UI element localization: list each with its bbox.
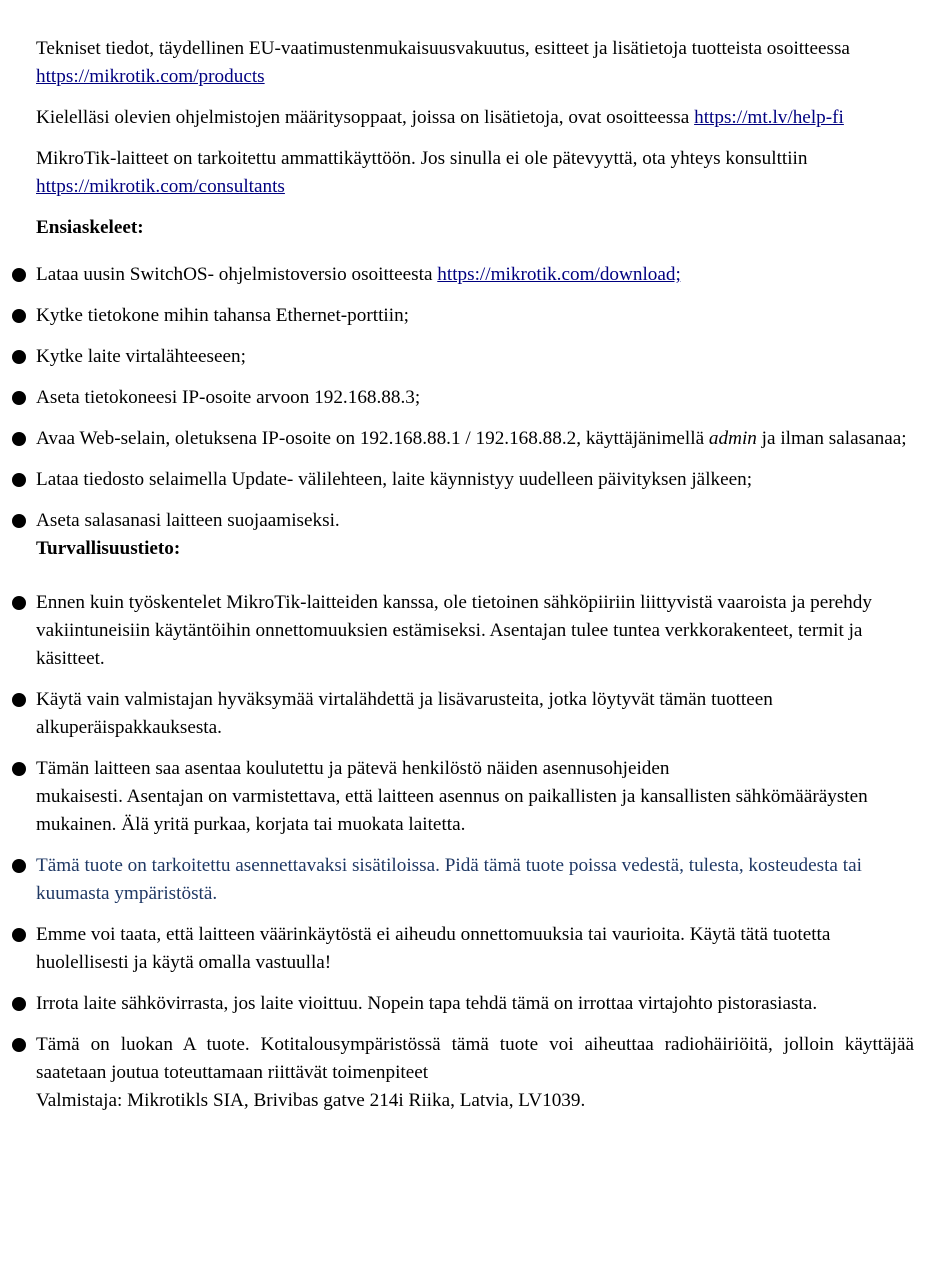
list-item xyxy=(36,990,914,1018)
bullet-icon xyxy=(12,928,26,942)
safety-text: Tämä on luokan A tuote. Kotitalousympäristössä tämä tuote voi aiheuttaa radiohäiriöitä, jolloin käyttäjää saatetaan joutua toteuttamaan riittävät toimenpiteet xyxy=(36,1034,914,1083)
bullet-icon xyxy=(12,596,26,610)
intro-paragraph-professional xyxy=(36,145,914,201)
bullet-icon xyxy=(12,514,26,528)
list-item xyxy=(36,589,914,673)
bullet-icon xyxy=(12,693,26,707)
bullet-icon xyxy=(12,473,26,487)
bullet-icon xyxy=(12,859,26,873)
username-value: admin xyxy=(708,428,757,449)
bullet-icon xyxy=(12,309,26,323)
consultants-link[interactable]: https://mikrotik.com/consultants xyxy=(36,176,285,197)
bullet-icon xyxy=(12,762,26,776)
list-item xyxy=(36,466,914,494)
manufacturer-text: Valmistaja: Mikrotikls SIA, Brivibas gatve 214i Riika, Latvia, LV1039. xyxy=(36,1090,586,1111)
bullet-icon xyxy=(12,1038,26,1052)
step-text: Kytke tietokone mihin tahansa Ethernet-porttiin; xyxy=(36,305,409,326)
intro-specs-text: Tekniset tiedot, täydellinen EU-vaatimustenmukaisuusvakuutus, esitteet ja lisätietoja tuotteista osoitteessa xyxy=(36,38,850,59)
step-text: Aseta salasanasi laitteen suojaamiseksi. xyxy=(36,510,340,531)
list-item xyxy=(36,921,914,977)
list-item xyxy=(36,686,914,742)
first-steps-list xyxy=(36,261,914,535)
safety-list xyxy=(36,589,914,1115)
list-item xyxy=(36,852,914,908)
list-item xyxy=(36,755,914,839)
list-item xyxy=(36,384,914,412)
step-text: Lataa uusin SwitchOS- ohjelmistoversio osoitteesta xyxy=(36,264,438,285)
step-text: Kytke laite virtalähteeseen; xyxy=(36,346,246,367)
step-text: Aseta tietokoneesi IP-osoite arvoon 192.168.88.3; xyxy=(36,387,421,408)
safety-text: Tämä tuote on tarkoitettu asennettavaksi sisätiloissa. Pidä tämä tuote poissa vedestä, tulesta, kosteudesta tai kuumasta ympäristöstä. xyxy=(36,855,862,904)
list-item xyxy=(36,425,914,453)
help-link[interactable]: https://mt.lv/help-fi xyxy=(694,107,844,128)
bullet-icon xyxy=(12,268,26,282)
safety-text: Käytä vain valmistajan hyväksymää virtalähdettä ja lisävarusteita, jotka löytyvät tämän tuotteen alkuperäispakkauksesta. xyxy=(36,689,773,738)
intro-paragraph-guides xyxy=(36,104,914,132)
intro-professional-text: MikroTik-laitteet on tarkoitettu ammattikäyttöön. Jos sinulla ei ole pätevyyttä, ota yhteys konsulttiin xyxy=(36,148,808,169)
list-item xyxy=(36,507,914,535)
safety-text: mukaisesti. Asentajan on varmistettava, että laitteen asennus on paikallisten ja kansallisten sähkömääräysten mukainen. Älä yritä purkaa, korjata tai muokata laitetta. xyxy=(36,786,868,835)
document-page xyxy=(36,35,914,1128)
safety-text: Emme voi taata, että laitteen väärinkäytöstä ei aiheudu onnettomuuksia tai vaurioita. Käytä tätä tuotetta huolellisesti ja käytä omalla vastuulla! xyxy=(36,924,831,973)
bullet-icon xyxy=(12,391,26,405)
safety-text: Tämän laitteen saa asentaa koulutettu ja pätevä henkilöstö näiden asennusohjeiden xyxy=(36,758,670,779)
safety-text: Ennen kuin työskentelet MikroTik-laitteiden kanssa, ole tietoinen sähköpiiriin liittyvistä vaaroista ja perehdy vakiintuneisiin käytäntöihin onnettomuuksien estämiseksi. Asentajan tulee tuntea verkkorakenteet, termit ja käsitteet. xyxy=(36,592,872,669)
first-steps-heading: Ensiaskeleet: xyxy=(36,217,144,238)
list-item xyxy=(36,343,914,371)
intro-guides-text: Kielelläsi olevien ohjelmistojen määritysoppaat, joissa on lisätietoja, ovat osoitteessa xyxy=(36,107,695,128)
safety-heading: Turvallisuustieto: xyxy=(36,538,181,559)
bullet-icon xyxy=(12,432,26,446)
bullet-icon xyxy=(12,350,26,364)
bullet-icon xyxy=(12,997,26,1011)
list-item xyxy=(36,302,914,330)
download-link[interactable]: https://mikrotik.com/download; xyxy=(437,264,681,285)
list-item xyxy=(36,261,914,289)
intro-paragraph-specs xyxy=(36,35,914,91)
step-text: Avaa Web-selain, oletuksena IP-osoite on 192.168.88.1 / 192.168.88.2, käyttäjänimellä xyxy=(36,428,709,449)
step-text: ja ilman salasanaa; xyxy=(756,428,907,449)
safety-text: Irrota laite sähkövirrasta, jos laite vioittuu. Nopein tapa tehdä tämä on irrottaa virtajohto pistorasiasta. xyxy=(36,993,818,1014)
list-item xyxy=(36,1031,914,1115)
step-text: Lataa tiedosto selaimella Update- välilehteen, laite käynnistyy uudelleen päivityksen jälkeen; xyxy=(36,469,753,490)
products-link[interactable]: https://mikrotik.com/products xyxy=(36,66,265,87)
